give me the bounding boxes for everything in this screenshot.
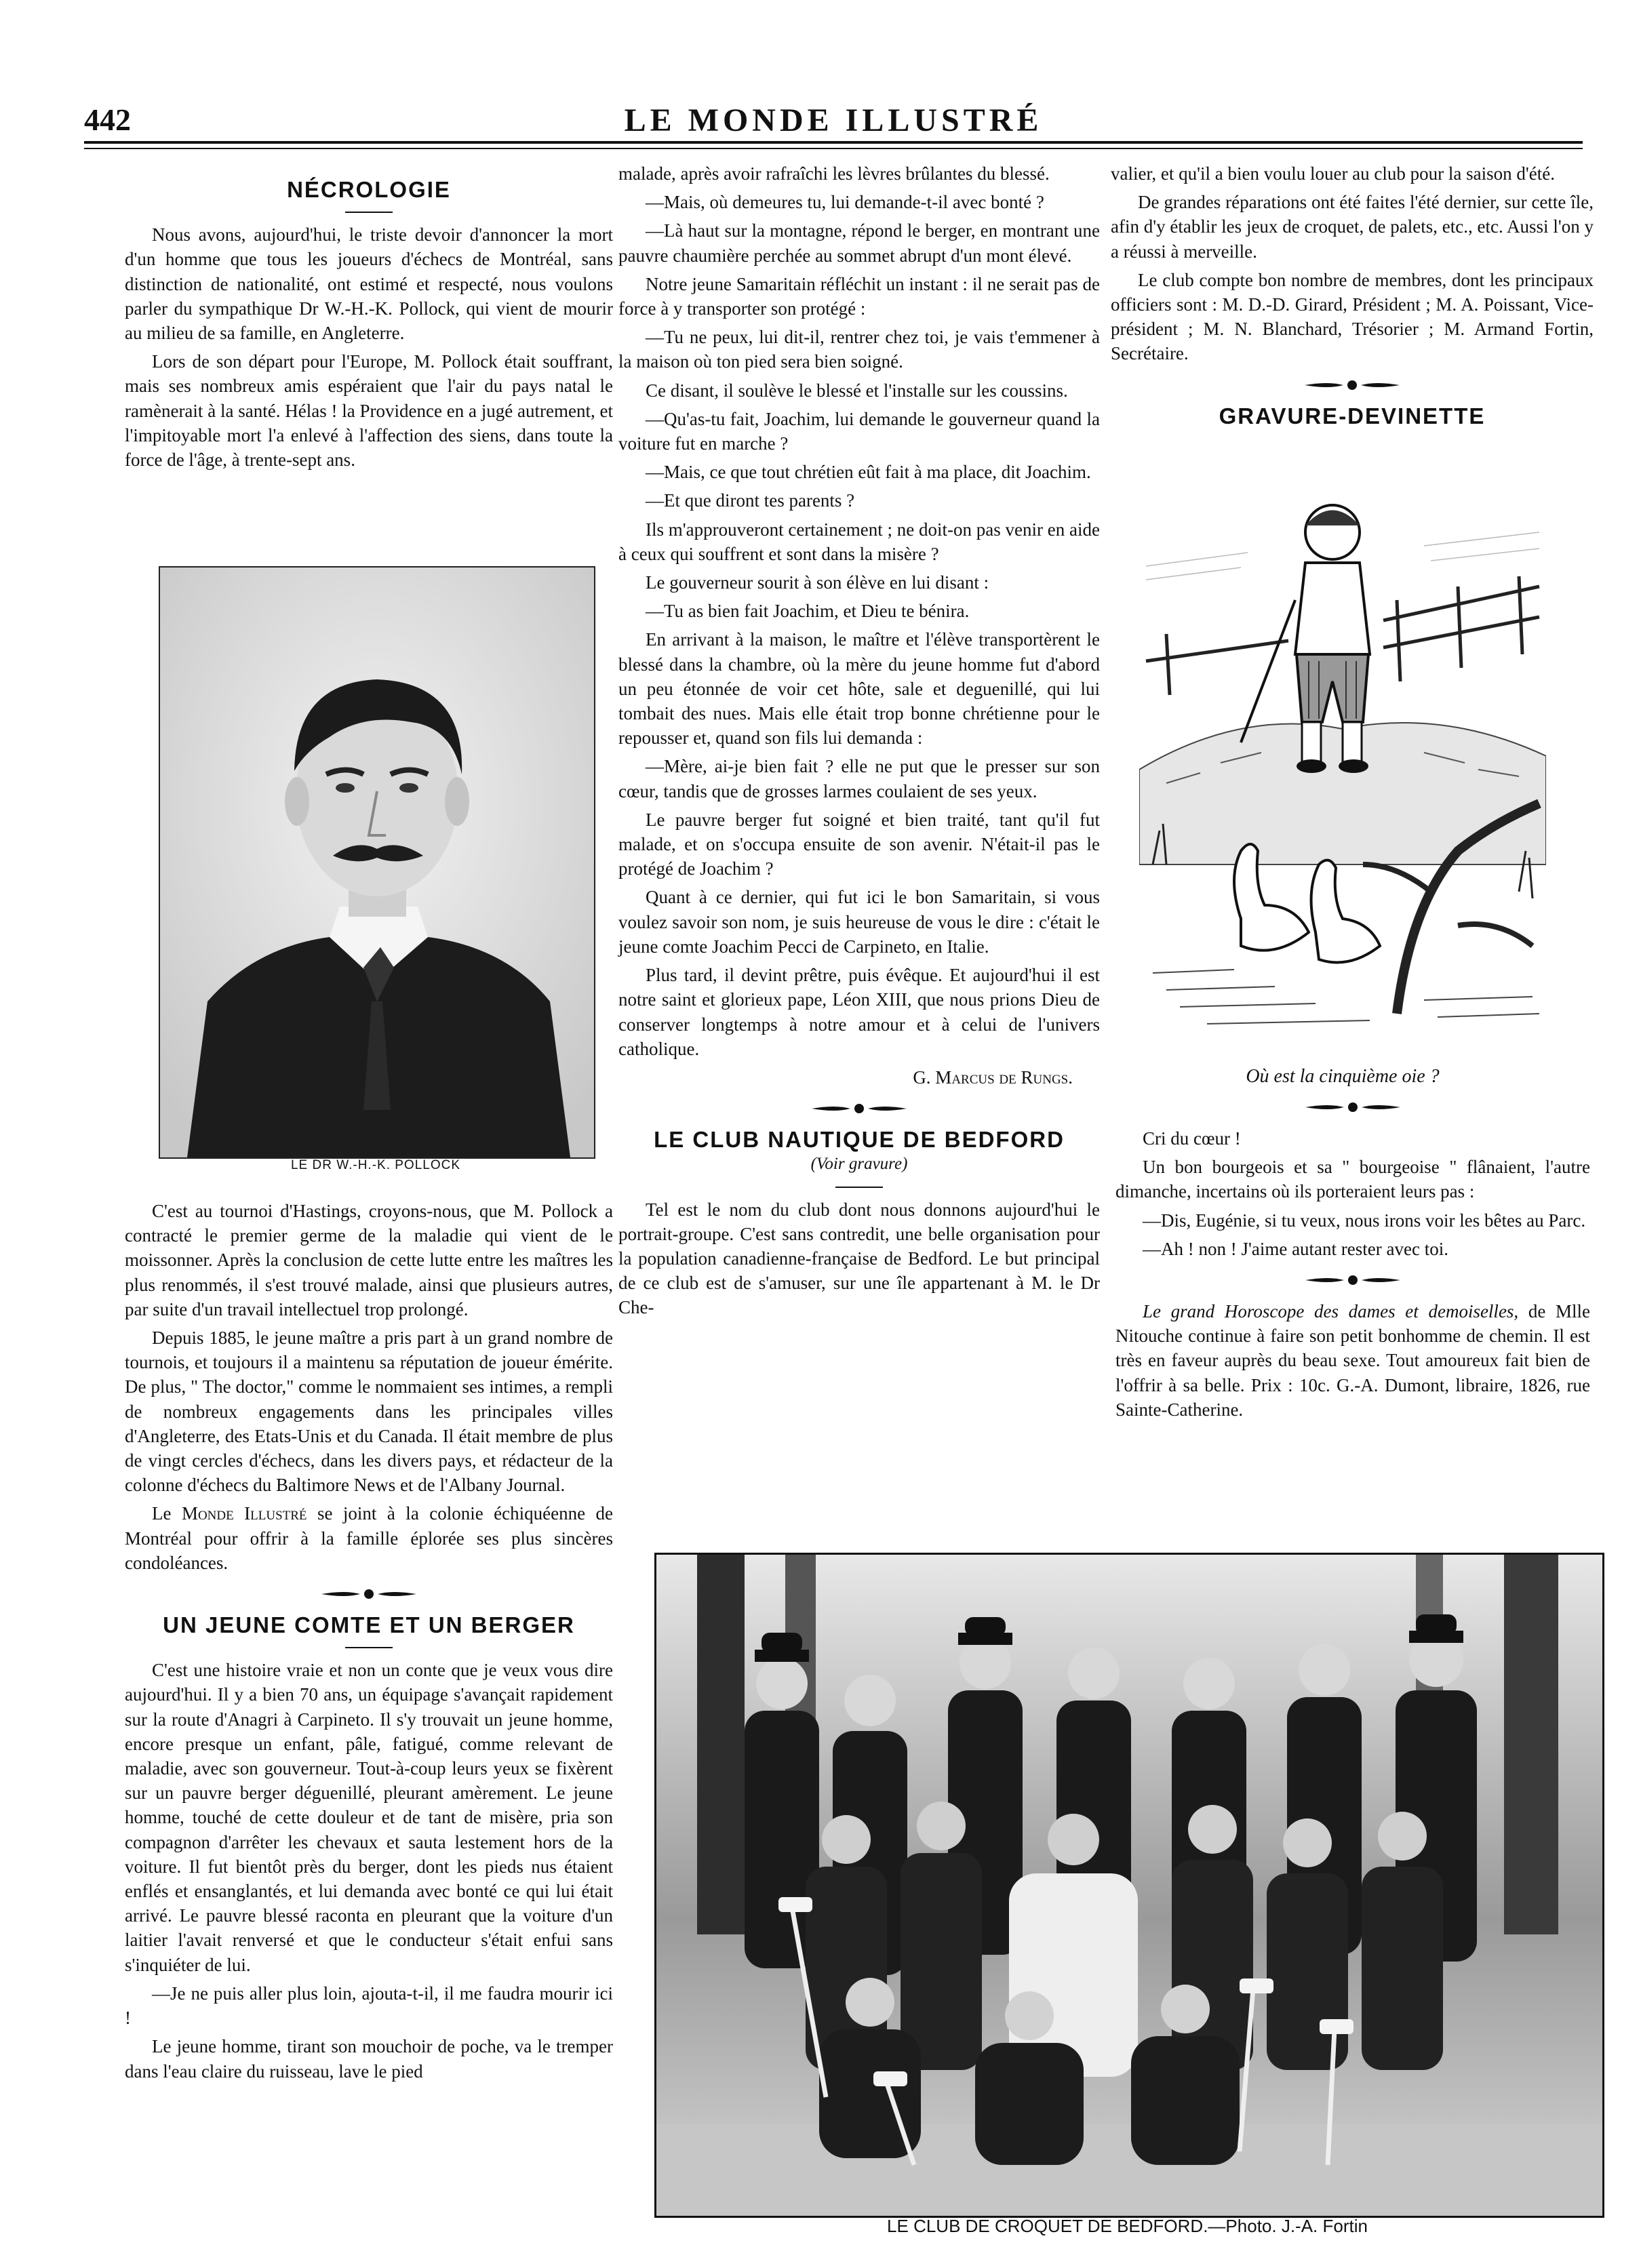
journal-title: LE MONDE ILLUSTRÉ (624, 102, 1043, 138)
gravure-heading: GRAVURE-DEVINETTE (1219, 403, 1486, 429)
comte-berger-paragraph: —Mais, où demeures tu, lui demande-t-il avec bonté ? (646, 192, 1044, 213)
necrologie-continued (125, 1199, 613, 2088)
page-number: 442 (84, 102, 131, 137)
comte-berger-paragraph: Le pauvre berger fut soigné et bien traité, tant qu'il fut malade, et on s'occupa ensuite de son avenir. N'était-il pas le protégé de Joachim ? (618, 809, 1100, 879)
club-nautique-paragraph: valier, et qu'il a bien voulu louer au club pour la saison d'été. (1111, 163, 1555, 184)
ornament-divider (808, 1102, 910, 1115)
gravure-caption: Où est la cinquième oie ? (1246, 1066, 1440, 1087)
heading-rule (835, 1187, 883, 1188)
comte-berger-paragraph: Le gouverneur sourit à son élève en lui disant : (646, 572, 989, 593)
portrait-illustration (160, 568, 594, 1157)
club-nautique-paragraph: De grandes réparations ont été faites l'été dernier, sur cette île, afin d'y établir les jeux de croquet, de palets, etc., etc. Aussi l'on y a réussi à merveille. (1111, 192, 1594, 262)
necrologie-paragraph: Depuis 1885, le jeune maître a pris part à un grand nombre de tournois, et toujours il a maintenu sa réputation de joueur émérite. De plus, " The doctor," comme le nommaient ses intimes, a rempli de nombreux engagements dans les principales villes d'Angleterre, des Etats-Unis et du Canada. Il était membre de plus de vingt cercles d'échecs, dans les divers pays, et rédacteur de la colonne d'échecs du Baltimore News et de l'Albany Journal. (125, 1328, 613, 1496)
comte-berger-heading: UN JEUNE COMTE ET UN BERGER (163, 1612, 575, 1638)
comte-berger-paragraph: —Là haut sur la montagne, répond le berger, en montrant une pauvre chaumière perchée au sommet abrupt d'un mont élevé. (618, 220, 1100, 266)
gravure-devinette-illustration (1139, 485, 1546, 1054)
closing-rest: se joint à la colonie échiquéenne de Montréal pour offrir à la famille éplorée ses plus sincères condoléances. (125, 1503, 614, 1573)
cri-paragraph: Un bon bourgeois et sa " bourgeoise " flânaient, l'autre dimanche, incertains où ils porteraient leurs pas : (1115, 1157, 1590, 1202)
comte-berger-paragraph: —Tu ne peux, lui dit-il, rentrer chez toi, je vais t'emmener à la maison où ton pied sera bien soigné. (618, 327, 1100, 372)
ornament-divider (1301, 378, 1403, 392)
ornament-divider (1302, 1273, 1404, 1287)
horoscope-paragraph (1115, 1299, 1590, 1422)
closing-prefix: Le (152, 1503, 182, 1524)
heading-rule (345, 1647, 393, 1648)
ornament-divider (318, 1587, 420, 1601)
comte-berger-paragraph: Le jeune homme, tirant son mouchoir de poche, va le tremper dans l'eau claire du ruisseau, lave le pied (125, 2036, 613, 2082)
cri-paragraph: Cri du cœur ! (1143, 1128, 1241, 1149)
necrologie-paragraph: C'est au tournoi d'Hastings, croyons-nous, que M. Pollock a contracté le premier germe de la maladie qui vient de le moissonner. Après la conclusion de cette lutte entre les maîtres les plus renommés, il s'est trouvé malade, ainsi que plusieurs autres, par suite d'un travail intellectuel trop prolongé. (125, 1201, 613, 1319)
comte-berger-paragraph: Ce disant, il soulève le blessé et l'installe sur les coussins. (646, 380, 1068, 401)
cri-du-coeur (1115, 1088, 1590, 1426)
comte-berger-paragraph: —Et que diront tes parents ? (646, 490, 855, 511)
necrologie-paragraph: Lors de son départ pour l'Europe, M. Pollock était souffrant, mais ses nombreux amis espéraient que l'air du pays natal le ramènerait à la santé. Hélas ! la Providence en a jugé autrement, et l'impitoyable mort l'a enlevé à l'affection des siens, dans toute la force de l'âge, à trente-sept ans. (125, 351, 613, 471)
group-photograph (656, 1555, 1602, 2216)
ornament-divider (1302, 1100, 1404, 1114)
comte-berger-paragraph: En arrivant à la maison, le maître et l'élève transportèrent le blessé dans la chambre, où la mère du jeune homme fut d'abord un peu étonnée de voir cet hôte, sale et deguenillé, qui lui tombait des nues. Mais elle était trop bonne chrétienne pour le repousser et, quand son fils lui demanda : (618, 629, 1100, 749)
necrologie-paragraph: Nous avons, aujourd'hui, le triste devoir d'annoncer la mort d'un homme que tous les joueurs d'échecs de Montréal, sans distinction de nationalité, ont estimé et respecté, nous voulons parler du sympathique Dr W.-H.-K. Pollock, qui vient de mourir au milieu de sa famille, en Angleterre. (125, 224, 613, 344)
necrologie-heading: NÉCROLOGIE (287, 177, 451, 202)
comte-berger-paragraph: Ils m'approuveront certainement ; ne doit-on pas venir en aide à ceux qui souffrent et sont dans la misère ? (618, 519, 1100, 564)
club-nautique-continued (1111, 161, 1594, 429)
horoscope-title: Le grand Horoscope des dames et demoiselles, (1143, 1301, 1519, 1322)
heading-rule (345, 212, 393, 213)
club-photo-caption: LE CLUB DE CROQUET DE BEDFORD.—Photo. J.-A. Fortin (887, 2216, 1368, 2236)
comte-berger-paragraph: malade, après avoir rafraîchi les lèvres brûlantes du blessé. (618, 163, 1050, 184)
comte-berger-paragraph: —Je ne puis aller plus loin, ajouta-t-il, il me faudra mourir ici ! (125, 1983, 613, 2029)
comte-berger-paragraph: —Tu as bien fait Joachim, et Dieu te bénira. (646, 601, 970, 622)
club-nautique-paragraph: Le club compte bon nombre de membres, dont les principaux officiers sont : M. D.-D. Girard, Président ; M. A. Poissant, Vice-président ; M. N. Blanchard, Trésorier ; M. Armand Fortin, Secrétaire. (1111, 269, 1594, 364)
masthead (84, 102, 1583, 142)
comte-berger-paragraph: —Qu'as-tu fait, Joachim, lui demande le gouverneur quand la voiture fut en marche ? (618, 408, 1100, 454)
club-nautique-heading: LE CLUB NAUTIQUE DE BEDFORD (654, 1127, 1065, 1153)
cri-paragraph: —Ah ! non ! J'aime autant rester avec toi. (1143, 1238, 1448, 1259)
comte-berger-continued (618, 161, 1100, 1324)
portrait-caption: LE DR W.-H.-K. POLLOCK (290, 1158, 461, 1172)
comte-berger-paragraph: Notre jeune Samaritain réfléchit un instant : il ne serait pas de force à y transporter son protégé : (618, 273, 1100, 319)
cri-paragraph: —Dis, Eugénie, si tu veux, nous irons voir les bêtes au Parc. (1143, 1210, 1586, 1231)
comte-berger-paragraph: —Mais, ce que tout chrétien eût fait à ma place, dit Joachim. (646, 462, 1091, 483)
puzzle-engraving (1139, 485, 1546, 1054)
masthead-rule (84, 141, 1583, 144)
masthead-rule-thin (84, 148, 1583, 149)
closing-journal-name: Monde Illustré (181, 1503, 307, 1524)
necrologie-article (125, 178, 613, 476)
horoscope-text: de Mlle Nitouche continue à faire son petit bonhomme de chemin. Il est très en faveur auprès du beau sexe. Tout amoureux fait bien de l'offrir à sa belle. Prix : 10c. G.-A. Dumont, libraire, 1826, rue Sainte-Catherine. (1115, 1301, 1591, 1420)
portrait-pollock (159, 566, 595, 1159)
club-nautique-subheading: (Voir gravure) (810, 1155, 908, 1174)
comte-berger-paragraph: C'est une histoire vraie et non un conte que je veux vous dire aujourd'hui. Il y a bien 70 ans, un équipage s'avançait rapidement sur la route d'Anagri à Carpineto. Il s'y trouvait un jeune homme, encore presque un enfant, pâle, fatigué, comme relevant de maladie, avec son gouverneur. Tout-à-coup leurs yeux se fixèrent sur un pauvre berger déguenillé, pleurant amèrement. Le jeune homme, touché de cette douleur et de tant de misère, pria son compagnon d'arrêter les chevaux et sauta lestement hors de la voiture. Il fut bientôt près du berger, dont les pieds nus étaient enflés et ensanglantés, et lui demanda avec bonté ce qui lui était arrivé. Le pauvre blessé raconta en pleurant que la voiture d'un laitier l'avait renversé et que le conducteur s'était enfui sans s'inquiéter de lui. (125, 1660, 613, 1975)
comte-berger-paragraph: Quant à ce dernier, qui fut ici le bon Samaritain, si vous voulez savoir son nom, je suis heureuse de vous le dire : c'était le jeune comte Joachim Pecci de Carpineto, en Italie. (618, 887, 1100, 957)
club-croquet-photo (654, 1553, 1604, 2218)
article-signature: G. Marcus de Rungs. (913, 1067, 1073, 1088)
comte-berger-paragraph: —Mère, ai-je bien fait ? elle ne put que le presser sur son cœur, tandis que de grosses larmes coulaient de ses yeux. (618, 756, 1100, 801)
comte-berger-paragraph: Plus tard, il devint prêtre, puis évêque. Et aujourd'hui il est notre saint et glorieux pape, Léon XIII, que nous prions Dieu de conserver longtemps à notre amour et à celui de l'univers catholique. (618, 965, 1100, 1059)
club-nautique-paragraph: Tel est le nom du club dont nous donnons aujourd'hui le portrait-groupe. C'est sans contredit, une belle organisation pour la population canadienne-française de Bedford. Le but principal de ce club est de s'amuser, sur une île appartenant à M. le Dr Che- (618, 1199, 1100, 1318)
necrologie-closing (125, 1501, 613, 1575)
